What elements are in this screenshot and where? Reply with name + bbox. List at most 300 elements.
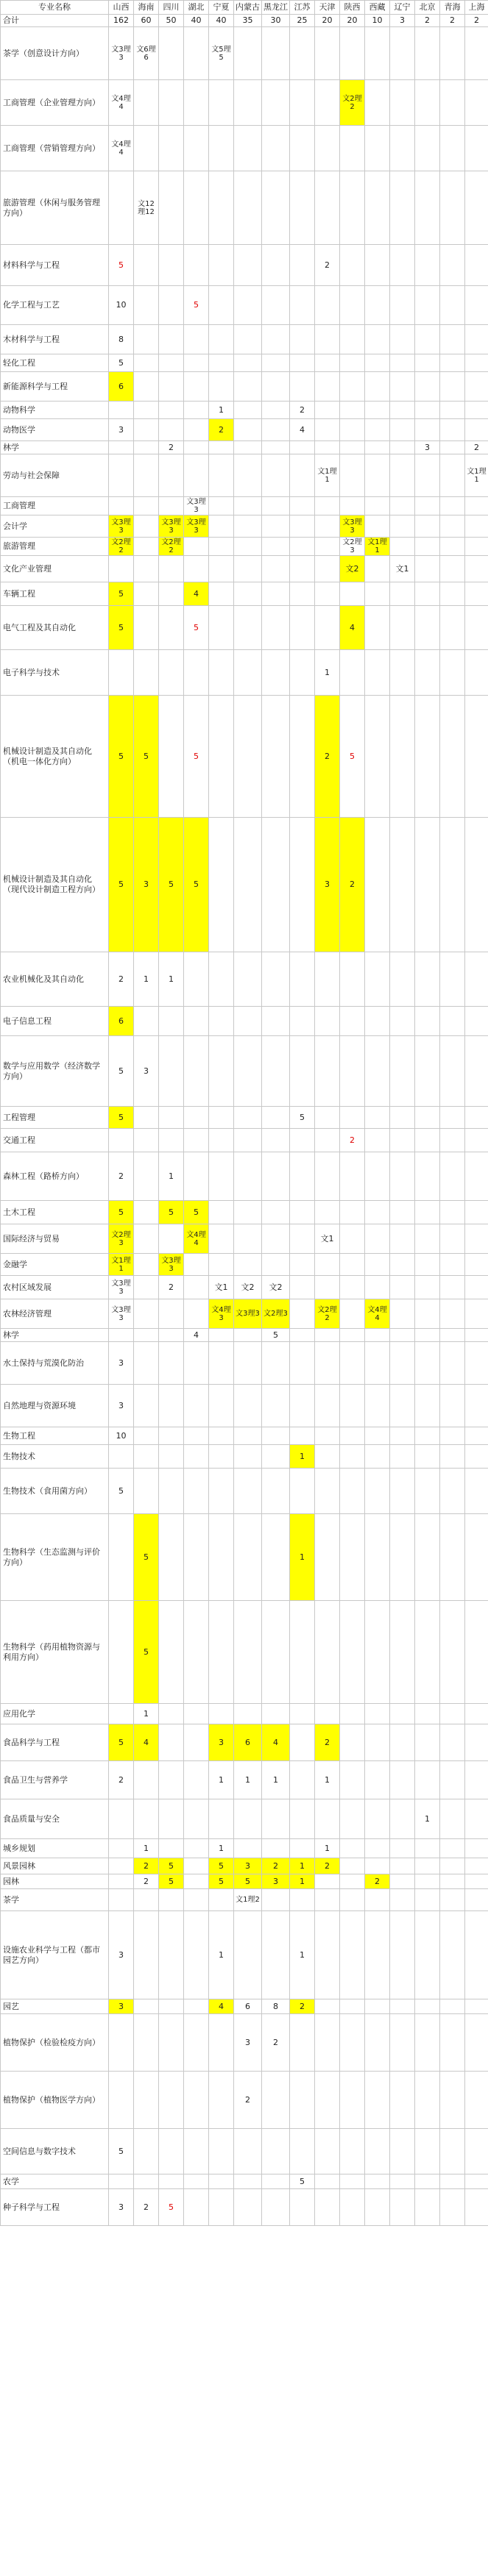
empty-cell xyxy=(440,1254,465,1276)
empty-cell xyxy=(415,325,440,354)
quota-cell: 文1 xyxy=(390,556,415,582)
empty-cell xyxy=(415,419,440,441)
quota-cell: 文3理3 xyxy=(109,1299,134,1329)
empty-cell xyxy=(234,2129,262,2174)
quota-cell: 文2理3 xyxy=(109,1224,134,1254)
empty-cell xyxy=(209,1704,234,1724)
empty-cell xyxy=(134,1761,159,1799)
empty-cell xyxy=(440,419,465,441)
empty-cell xyxy=(390,696,415,818)
major-name: 食品质量与安全 xyxy=(1,1799,109,1839)
empty-cell xyxy=(365,1469,390,1514)
major-row xyxy=(1,1201,488,1224)
empty-cell xyxy=(440,286,465,325)
empty-cell xyxy=(365,2072,390,2129)
empty-cell xyxy=(209,1445,234,1469)
empty-cell xyxy=(390,1911,415,1999)
major-name: 生物科学（药用植物资源与利用方向） xyxy=(1,1601,109,1704)
empty-cell xyxy=(340,1469,365,1514)
empty-cell xyxy=(440,126,465,171)
empty-cell xyxy=(159,1299,184,1329)
empty-cell xyxy=(134,1152,159,1201)
empty-cell xyxy=(234,497,262,515)
empty-cell xyxy=(465,1911,488,1999)
empty-cell xyxy=(234,126,262,171)
empty-cell xyxy=(159,2174,184,2189)
empty-cell xyxy=(365,556,390,582)
empty-cell xyxy=(290,1724,315,1761)
empty-cell xyxy=(290,454,315,497)
empty-cell xyxy=(184,1839,209,1858)
empty-cell xyxy=(340,372,365,402)
province-header: 内蒙古 xyxy=(234,1,262,15)
empty-cell xyxy=(340,1445,365,1469)
empty-cell xyxy=(184,171,209,245)
major-name: 会计学 xyxy=(1,515,109,538)
empty-cell xyxy=(465,1839,488,1858)
major-row xyxy=(1,454,488,497)
empty-cell xyxy=(234,419,262,441)
empty-cell xyxy=(415,818,440,952)
empty-cell xyxy=(290,27,315,80)
quota-cell: 4 xyxy=(184,1329,209,1342)
empty-cell xyxy=(465,126,488,171)
quota-cell: 5 xyxy=(159,818,184,952)
empty-cell xyxy=(109,1889,134,1911)
empty-cell xyxy=(390,1761,415,1799)
empty-cell xyxy=(365,650,390,696)
quota-cell: 3 xyxy=(234,2014,262,2072)
empty-cell xyxy=(390,1724,415,1761)
empty-cell xyxy=(415,1299,440,1329)
empty-cell xyxy=(365,1601,390,1704)
empty-cell xyxy=(440,1201,465,1224)
empty-cell xyxy=(465,325,488,354)
empty-cell xyxy=(440,1704,465,1724)
empty-cell xyxy=(315,1129,340,1152)
empty-cell xyxy=(340,1299,365,1329)
header-row xyxy=(1,1,488,15)
quota-cell: 6 xyxy=(109,372,134,402)
empty-cell xyxy=(290,1385,315,1427)
empty-cell xyxy=(209,171,234,245)
major-name: 设施农业科学与工程（都市园艺方向） xyxy=(1,1911,109,1999)
empty-cell xyxy=(415,245,440,286)
empty-cell xyxy=(159,286,184,325)
empty-cell xyxy=(209,1889,234,1911)
major-row xyxy=(1,2174,488,2189)
empty-cell xyxy=(290,441,315,454)
empty-cell xyxy=(390,1254,415,1276)
empty-cell xyxy=(340,1427,365,1445)
quota-cell: 1 xyxy=(209,402,234,419)
province-total: 2 xyxy=(440,15,465,27)
empty-cell xyxy=(184,372,209,402)
empty-cell xyxy=(315,582,340,606)
empty-cell xyxy=(365,1999,390,2014)
empty-cell xyxy=(109,2174,134,2189)
empty-cell xyxy=(184,1276,209,1299)
quota-cell: 4 xyxy=(290,419,315,441)
empty-cell xyxy=(159,2014,184,2072)
quota-cell: 2 xyxy=(290,1999,315,2014)
major-row xyxy=(1,1445,488,1469)
empty-cell xyxy=(415,650,440,696)
empty-cell xyxy=(315,556,340,582)
empty-cell xyxy=(440,1999,465,2014)
empty-cell xyxy=(415,1911,440,1999)
province-total: 20 xyxy=(340,15,365,27)
quota-cell: 3 xyxy=(109,419,134,441)
empty-cell xyxy=(340,2189,365,2226)
empty-cell xyxy=(465,1761,488,1799)
empty-cell xyxy=(365,441,390,454)
empty-cell xyxy=(134,419,159,441)
empty-cell xyxy=(262,696,290,818)
quota-cell: 3 xyxy=(109,1342,134,1385)
quota-cell: 文2理2 xyxy=(159,538,184,556)
empty-cell xyxy=(134,650,159,696)
empty-cell xyxy=(262,454,290,497)
empty-cell xyxy=(415,1704,440,1724)
empty-cell xyxy=(290,286,315,325)
empty-cell xyxy=(415,1036,440,1107)
quota-cell: 3 xyxy=(415,441,440,454)
empty-cell xyxy=(234,696,262,818)
empty-cell xyxy=(134,441,159,454)
empty-cell xyxy=(390,1427,415,1445)
empty-cell xyxy=(234,1385,262,1427)
major-row xyxy=(1,325,488,354)
empty-cell xyxy=(262,650,290,696)
province-total: 25 xyxy=(290,15,315,27)
empty-cell xyxy=(365,171,390,245)
empty-cell xyxy=(290,1704,315,1724)
major-name: 工商管理（营销管理方向） xyxy=(1,126,109,171)
major-row xyxy=(1,80,488,126)
empty-cell xyxy=(134,1329,159,1342)
empty-cell xyxy=(465,1299,488,1329)
province-header: 西藏 xyxy=(365,1,390,15)
empty-cell xyxy=(109,402,134,419)
empty-cell xyxy=(390,2174,415,2189)
quota-cell: 文2理2 xyxy=(109,538,134,556)
empty-cell xyxy=(465,1514,488,1601)
empty-cell xyxy=(159,1445,184,1469)
major-row xyxy=(1,1427,488,1445)
major-row xyxy=(1,952,488,1007)
empty-cell xyxy=(234,245,262,286)
province-total: 2 xyxy=(415,15,440,27)
empty-cell xyxy=(340,1704,365,1724)
empty-cell xyxy=(184,556,209,582)
quota-cell: 文3理3 xyxy=(184,515,209,538)
empty-cell xyxy=(365,1036,390,1107)
major-name: 农学 xyxy=(1,2174,109,2189)
empty-cell xyxy=(315,1445,340,1469)
empty-cell xyxy=(262,80,290,126)
empty-cell xyxy=(234,1514,262,1601)
empty-cell xyxy=(340,1799,365,1839)
empty-cell xyxy=(209,606,234,650)
empty-cell xyxy=(134,325,159,354)
major-name: 植物保护（植物医学方向） xyxy=(1,2072,109,2129)
empty-cell xyxy=(340,1999,365,2014)
empty-cell xyxy=(365,1385,390,1427)
province-total: 40 xyxy=(184,15,209,27)
quota-cell: 5 xyxy=(209,1874,234,1889)
empty-cell xyxy=(134,497,159,515)
empty-cell xyxy=(465,2129,488,2174)
major-name: 电子信息工程 xyxy=(1,1007,109,1036)
empty-cell xyxy=(365,1704,390,1724)
major-name: 种子科学与工程 xyxy=(1,2189,109,2226)
province-header: 黑龙江 xyxy=(262,1,290,15)
empty-cell xyxy=(340,1036,365,1107)
empty-cell xyxy=(315,1427,340,1445)
empty-cell xyxy=(465,1329,488,1342)
major-name: 园林 xyxy=(1,1874,109,1889)
empty-cell xyxy=(159,419,184,441)
empty-cell xyxy=(365,1224,390,1254)
empty-cell xyxy=(109,497,134,515)
quota-cell: 文1 xyxy=(209,1276,234,1299)
empty-cell xyxy=(340,2174,365,2189)
empty-cell xyxy=(134,1107,159,1129)
province-header: 宁夏 xyxy=(209,1,234,15)
empty-cell xyxy=(440,1445,465,1469)
quota-cell: 文1理1 xyxy=(109,1254,134,1276)
empty-cell xyxy=(440,1129,465,1152)
empty-cell xyxy=(234,80,262,126)
quota-cell: 5 xyxy=(109,818,134,952)
province-total: 2 xyxy=(465,15,488,27)
empty-cell xyxy=(184,650,209,696)
major-row xyxy=(1,2072,488,2129)
quota-cell: 1 xyxy=(290,1874,315,1889)
quota-cell: 5 xyxy=(134,1514,159,1601)
empty-cell xyxy=(159,1129,184,1152)
empty-cell xyxy=(209,441,234,454)
empty-cell xyxy=(134,538,159,556)
empty-cell xyxy=(262,402,290,419)
empty-cell xyxy=(440,497,465,515)
empty-cell xyxy=(390,1799,415,1839)
empty-cell xyxy=(465,286,488,325)
empty-cell xyxy=(159,372,184,402)
quota-cell: 3 xyxy=(109,2189,134,2226)
quota-cell: 1 xyxy=(159,1152,184,1201)
empty-cell xyxy=(415,1445,440,1469)
empty-cell xyxy=(159,1427,184,1445)
empty-cell xyxy=(234,650,262,696)
empty-cell xyxy=(465,582,488,606)
empty-cell xyxy=(340,441,365,454)
empty-cell xyxy=(390,952,415,1007)
empty-cell xyxy=(415,1874,440,1889)
quota-cell: 4 xyxy=(340,606,365,650)
empty-cell xyxy=(184,1299,209,1329)
empty-cell xyxy=(159,126,184,171)
province-header: 辽宁 xyxy=(390,1,415,15)
empty-cell xyxy=(415,372,440,402)
empty-cell xyxy=(365,354,390,372)
empty-cell xyxy=(365,1799,390,1839)
empty-cell xyxy=(290,1469,315,1514)
empty-cell xyxy=(159,354,184,372)
empty-cell xyxy=(390,1152,415,1201)
empty-cell xyxy=(315,1704,340,1724)
province-total: 60 xyxy=(134,15,159,27)
empty-cell xyxy=(209,354,234,372)
province-total: 40 xyxy=(209,15,234,27)
quota-cell: 文2 xyxy=(262,1276,290,1299)
empty-cell xyxy=(365,1839,390,1858)
province-header: 北京 xyxy=(415,1,440,15)
quota-cell: 5 xyxy=(184,606,209,650)
major-name: 应用化学 xyxy=(1,1704,109,1724)
empty-cell xyxy=(415,1254,440,1276)
empty-cell xyxy=(134,286,159,325)
empty-cell xyxy=(315,1276,340,1299)
province-header: 湖北 xyxy=(184,1,209,15)
empty-cell xyxy=(262,1427,290,1445)
empty-cell xyxy=(415,286,440,325)
empty-cell xyxy=(465,27,488,80)
major-row xyxy=(1,606,488,650)
quota-cell: 2 xyxy=(134,2189,159,2226)
empty-cell xyxy=(159,2129,184,2174)
empty-cell xyxy=(184,441,209,454)
major-name: 生物科学（生态监测与评价方向） xyxy=(1,1514,109,1601)
empty-cell xyxy=(340,286,365,325)
empty-cell xyxy=(440,245,465,286)
empty-cell xyxy=(290,354,315,372)
empty-cell xyxy=(365,818,390,952)
empty-cell xyxy=(415,1342,440,1385)
major-name: 新能源科学与工程 xyxy=(1,372,109,402)
major-name: 国际经济与贸易 xyxy=(1,1224,109,1254)
empty-cell xyxy=(465,1107,488,1129)
major-name: 生物技术 xyxy=(1,1445,109,1469)
empty-cell xyxy=(315,419,340,441)
empty-cell xyxy=(365,1007,390,1036)
empty-cell xyxy=(234,1799,262,1839)
empty-cell xyxy=(159,1704,184,1724)
province-header: 陕西 xyxy=(340,1,365,15)
empty-cell xyxy=(315,2189,340,2226)
province-total: 20 xyxy=(315,15,340,27)
empty-cell xyxy=(184,402,209,419)
major-name: 工商管理（企业管理方向） xyxy=(1,80,109,126)
empty-cell xyxy=(184,2129,209,2174)
empty-cell xyxy=(184,1704,209,1724)
empty-cell xyxy=(262,2189,290,2226)
empty-cell xyxy=(340,419,365,441)
quota-cell: 文2理2 xyxy=(315,1299,340,1329)
empty-cell xyxy=(440,1761,465,1799)
empty-cell xyxy=(262,1129,290,1152)
quota-cell: 3 xyxy=(209,1724,234,1761)
empty-cell xyxy=(134,2072,159,2129)
quota-cell: 文4理4 xyxy=(365,1299,390,1329)
empty-cell xyxy=(159,1342,184,1385)
empty-cell xyxy=(184,1911,209,1999)
major-name: 轻化工程 xyxy=(1,354,109,372)
empty-cell xyxy=(209,1385,234,1427)
empty-cell xyxy=(340,1107,365,1129)
empty-cell xyxy=(365,1858,390,1874)
empty-cell xyxy=(390,1342,415,1385)
quota-cell: 5 xyxy=(109,2129,134,2174)
empty-cell xyxy=(365,1107,390,1129)
empty-cell xyxy=(234,538,262,556)
major-name: 食品科学与工程 xyxy=(1,1724,109,1761)
empty-cell xyxy=(415,952,440,1007)
quota-cell: 1 xyxy=(415,1799,440,1839)
empty-cell xyxy=(234,454,262,497)
major-row xyxy=(1,171,488,245)
empty-cell xyxy=(234,1129,262,1152)
empty-cell xyxy=(134,354,159,372)
empty-cell xyxy=(415,80,440,126)
empty-cell xyxy=(365,1514,390,1601)
major-name: 机械设计制造及其自动化（现代设计制造工程方向） xyxy=(1,818,109,952)
empty-cell xyxy=(234,1152,262,1201)
major-name: 金融学 xyxy=(1,1254,109,1276)
empty-cell xyxy=(184,1724,209,1761)
empty-cell xyxy=(159,454,184,497)
empty-cell xyxy=(234,1445,262,1469)
empty-cell xyxy=(365,27,390,80)
empty-cell xyxy=(184,80,209,126)
major-row xyxy=(1,1152,488,1201)
empty-cell xyxy=(465,419,488,441)
quota-cell: 3 xyxy=(109,1999,134,2014)
empty-cell xyxy=(465,1036,488,1107)
empty-cell xyxy=(262,1704,290,1724)
empty-cell xyxy=(290,372,315,402)
empty-cell xyxy=(465,606,488,650)
empty-cell xyxy=(234,441,262,454)
major-name: 旅游管理（休闲与服务管理方向） xyxy=(1,171,109,245)
empty-cell xyxy=(262,1911,290,1999)
major-row xyxy=(1,2014,488,2072)
empty-cell xyxy=(209,650,234,696)
empty-cell xyxy=(134,515,159,538)
empty-cell xyxy=(290,126,315,171)
empty-cell xyxy=(415,1724,440,1761)
quota-cell: 2 xyxy=(465,441,488,454)
empty-cell xyxy=(390,325,415,354)
empty-cell xyxy=(365,80,390,126)
empty-cell xyxy=(184,1761,209,1799)
empty-cell xyxy=(262,1107,290,1129)
empty-cell xyxy=(415,2189,440,2226)
empty-cell xyxy=(390,1889,415,1911)
quota-cell: 文4理4 xyxy=(184,1224,209,1254)
major-row xyxy=(1,1601,488,1704)
quota-cell: 1 xyxy=(290,1911,315,1999)
major-row xyxy=(1,1514,488,1601)
empty-cell xyxy=(184,1254,209,1276)
empty-cell xyxy=(340,1858,365,1874)
major-row xyxy=(1,1224,488,1254)
empty-cell xyxy=(315,354,340,372)
empty-cell xyxy=(134,402,159,419)
empty-cell xyxy=(290,1224,315,1254)
quota-cell: 文1理2 xyxy=(234,1889,262,1911)
